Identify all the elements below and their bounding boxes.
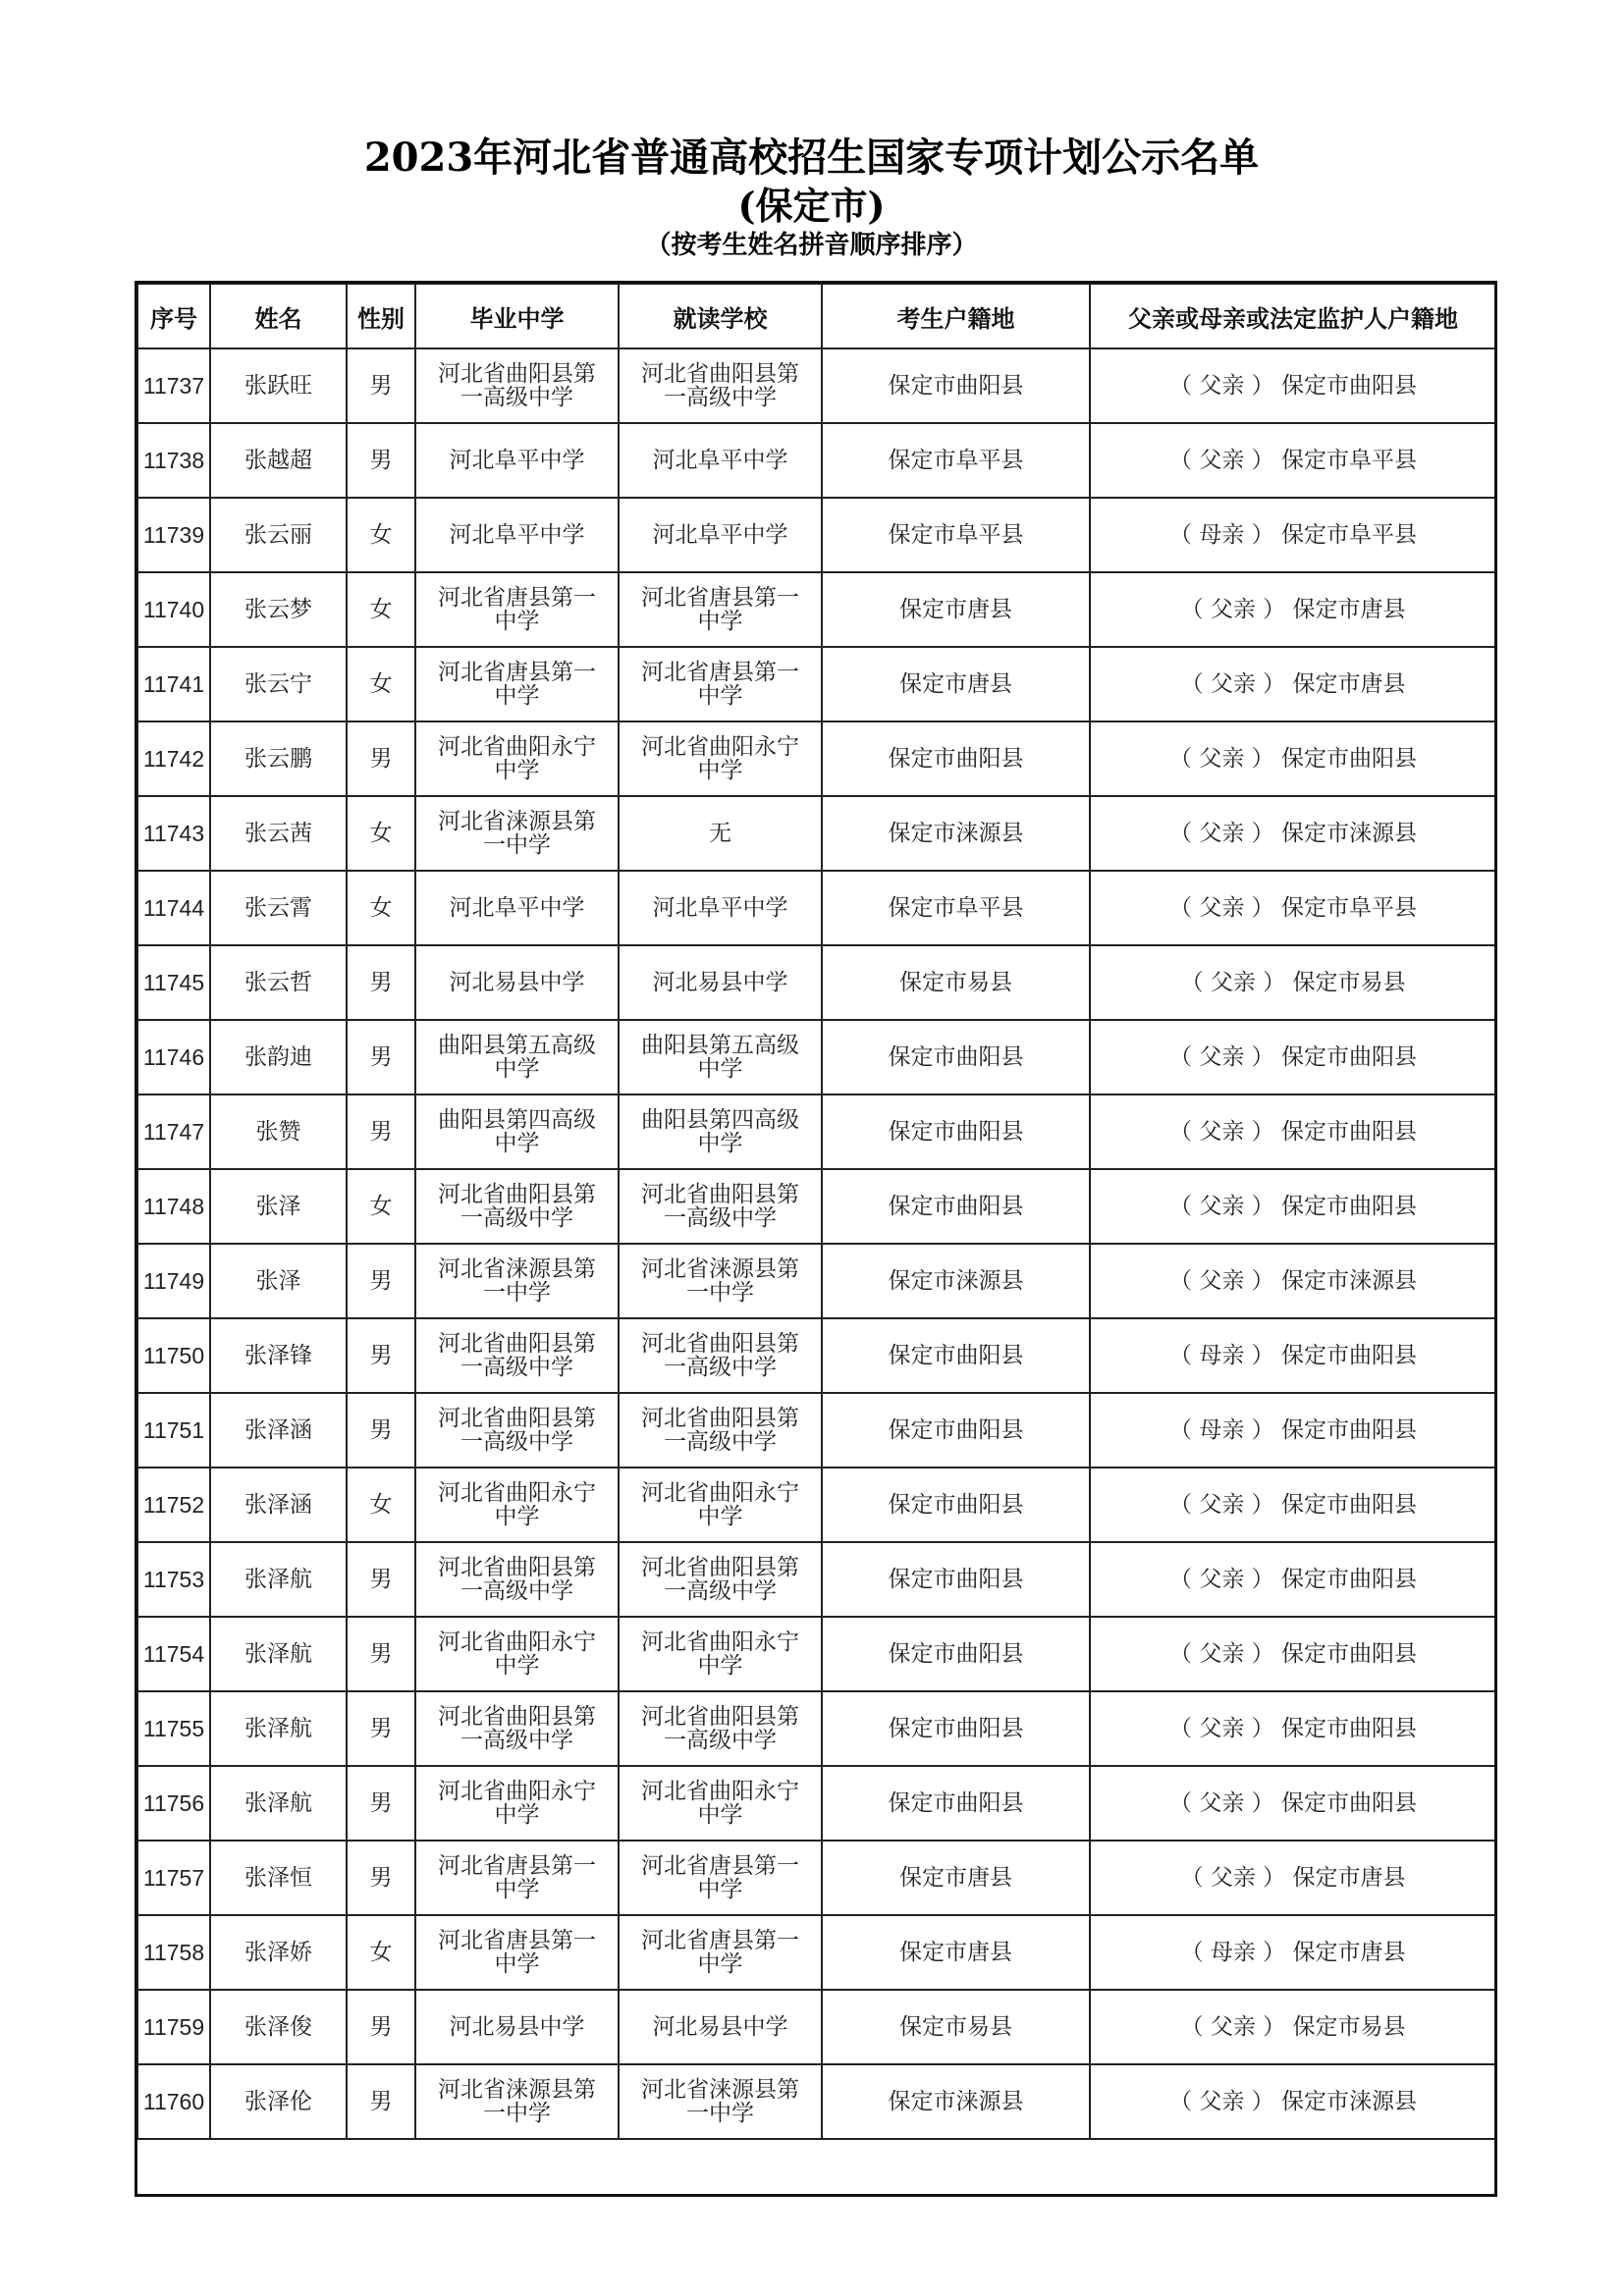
cell-grad-school-line: 中学 xyxy=(494,1131,540,1156)
table-row xyxy=(137,1095,1496,1169)
cell-grad-school-line: 河北省曲阳县第 xyxy=(438,1331,596,1357)
cell-name: 张泽航 xyxy=(210,1691,347,1766)
cell-current-school xyxy=(619,1468,822,1542)
cell-current-school-line: 河北阜平中学 xyxy=(652,448,788,473)
cell-grad-school-line: 河北阜平中学 xyxy=(449,895,585,921)
cell-current-school xyxy=(619,348,822,423)
cell-current-school-line: 河北省唐县第一 xyxy=(641,660,799,685)
col-header-current-school: 就读学校 xyxy=(619,284,822,348)
cell-current-school-line: 一高级中学 xyxy=(664,385,777,410)
cell-name: 张越超 xyxy=(210,423,347,498)
cell-grad-school xyxy=(415,348,619,423)
cell-grad-school-line: 河北易县中学 xyxy=(449,970,585,995)
cell-seq: 11757 xyxy=(137,1841,210,1915)
cell-residence: 保定市曲阳县 xyxy=(822,1691,1090,1766)
table-row xyxy=(137,1990,1496,2064)
cell-grad-school-line: 河北阜平中学 xyxy=(449,448,585,473)
cell-current-school-line: 中学 xyxy=(697,683,743,709)
cell-current-school-line: 一高级中学 xyxy=(664,1205,777,1231)
cell-guardian-residence: （ 父亲 ） 保定市曲阳县 xyxy=(1090,1020,1496,1095)
header-row xyxy=(137,284,1496,348)
cell-seq: 11744 xyxy=(137,871,210,945)
cell-gender: 男 xyxy=(347,1095,415,1169)
cell-grad-school-line: 中学 xyxy=(494,1951,540,1977)
cell-grad-school-line: 河北省曲阳永宁 xyxy=(438,1779,596,1804)
cell-gender: 男 xyxy=(347,1393,415,1468)
cell-residence: 保定市曲阳县 xyxy=(822,1020,1090,1095)
cell-seq: 11746 xyxy=(137,1020,210,1095)
cell-current-school xyxy=(619,1691,822,1766)
col-header-residence: 考生户籍地 xyxy=(822,284,1090,348)
cell-grad-school xyxy=(415,1095,619,1169)
cell-grad-school-line: 河北省涞源县第 xyxy=(438,809,596,834)
cell-grad-school-line: 一高级中学 xyxy=(460,1205,573,1231)
cell-current-school-line: 中学 xyxy=(697,1653,743,1679)
col-header-gender: 性别 xyxy=(347,284,415,348)
cell-guardian-residence: （ 父亲 ） 保定市曲阳县 xyxy=(1090,1617,1496,1691)
cell-name: 张云梦 xyxy=(210,572,347,647)
cell-gender: 女 xyxy=(347,1915,415,1990)
page-title: 2023年河北省普通高校招生国家专项计划公示名单 xyxy=(363,134,1260,181)
cell-residence: 保定市唐县 xyxy=(822,572,1090,647)
cell-name: 张泽伦 xyxy=(210,2064,347,2139)
cell-name: 张泽恒 xyxy=(210,1841,347,1915)
cell-grad-school xyxy=(415,1468,619,1542)
cell-grad-school-line: 河北易县中学 xyxy=(449,2014,585,2040)
cell-guardian-residence: （ 父亲 ） 保定市曲阳县 xyxy=(1090,1691,1496,1766)
table-body xyxy=(137,348,1496,2139)
cell-name: 张云哲 xyxy=(210,945,347,1020)
cell-name: 张云丽 xyxy=(210,498,347,572)
cell-current-school-line: 一高级中学 xyxy=(664,1355,777,1380)
cell-grad-school xyxy=(415,721,619,796)
cell-residence: 保定市唐县 xyxy=(822,647,1090,721)
cell-gender: 男 xyxy=(347,1766,415,1841)
cell-current-school xyxy=(619,945,822,1020)
cell-current-school-line: 中学 xyxy=(697,1877,743,1902)
cell-seq: 11758 xyxy=(137,1915,210,1990)
cell-current-school-line: 中学 xyxy=(697,1802,743,1828)
cell-name: 张泽航 xyxy=(210,1766,347,1841)
cell-grad-school xyxy=(415,572,619,647)
cell-current-school-line: 中学 xyxy=(697,1504,743,1529)
cell-current-school-line: 河北省唐县第一 xyxy=(641,1928,799,1953)
cell-guardian-residence: （ 父亲 ） 保定市曲阳县 xyxy=(1090,1542,1496,1617)
cell-current-school-line: 中学 xyxy=(697,1951,743,1977)
cell-grad-school-line: 河北省曲阳县第 xyxy=(438,1182,596,1207)
cell-seq: 11755 xyxy=(137,1691,210,1766)
cell-current-school xyxy=(619,1244,822,1318)
cell-current-school xyxy=(619,1841,822,1915)
table-row xyxy=(137,348,1496,423)
cell-grad-school-line: 一高级中学 xyxy=(460,1578,573,1604)
cell-current-school-line: 一高级中学 xyxy=(664,1429,777,1455)
cell-gender: 男 xyxy=(347,348,415,423)
cell-grad-school xyxy=(415,1766,619,1841)
cell-grad-school-line: 河北省曲阳县第 xyxy=(438,1406,596,1431)
table-row xyxy=(137,2064,1496,2139)
cell-current-school xyxy=(619,871,822,945)
cell-guardian-residence: （ 父亲 ） 保定市曲阳县 xyxy=(1090,1468,1496,1542)
cell-grad-school xyxy=(415,1841,619,1915)
cell-residence: 保定市曲阳县 xyxy=(822,348,1090,423)
table-row xyxy=(137,1691,1496,1766)
cell-gender: 女 xyxy=(347,498,415,572)
cell-gender: 男 xyxy=(347,2064,415,2139)
cell-grad-school-line: 河北省曲阳县第 xyxy=(438,1704,596,1730)
cell-guardian-residence: （ 父亲 ） 保定市阜平县 xyxy=(1090,423,1496,498)
cell-residence: 保定市涞源县 xyxy=(822,1244,1090,1318)
cell-current-school xyxy=(619,423,822,498)
cell-current-school xyxy=(619,1393,822,1468)
cell-grad-school-line: 河北省曲阳县第 xyxy=(438,361,596,387)
cell-grad-school-line: 一中学 xyxy=(483,832,551,858)
cell-residence: 保定市阜平县 xyxy=(822,423,1090,498)
cell-guardian-residence: （ 父亲 ） 保定市曲阳县 xyxy=(1090,348,1496,423)
cell-current-school-line: 河北省曲阳县第 xyxy=(641,361,799,387)
cell-current-school-line: 河北省曲阳县第 xyxy=(641,1704,799,1730)
table-row xyxy=(137,1393,1496,1468)
cell-grad-school xyxy=(415,2064,619,2139)
cell-seq: 11742 xyxy=(137,721,210,796)
cell-name: 张韵迪 xyxy=(210,1020,347,1095)
cell-name: 张赞 xyxy=(210,1095,347,1169)
col-header-seq: 序号 xyxy=(137,284,210,348)
cell-current-school-line: 河北省曲阳县第 xyxy=(641,1182,799,1207)
cell-grad-school-line: 河北省涞源县第 xyxy=(438,2077,596,2103)
cell-grad-school-line: 河北阜平中学 xyxy=(449,522,585,548)
table-row xyxy=(137,1542,1496,1617)
cell-seq: 11740 xyxy=(137,572,210,647)
table-row xyxy=(137,1915,1496,1990)
cell-residence: 保定市涞源县 xyxy=(822,2064,1090,2139)
cell-grad-school-line: 一高级中学 xyxy=(460,1429,573,1455)
cell-current-school xyxy=(619,1766,822,1841)
cell-current-school-line: 河北易县中学 xyxy=(652,2014,788,2040)
cell-current-school-line: 无 xyxy=(709,821,731,846)
cell-residence: 保定市易县 xyxy=(822,945,1090,1020)
cell-guardian-residence: （ 父亲 ） 保定市唐县 xyxy=(1090,572,1496,647)
cell-seq: 11759 xyxy=(137,1990,210,2064)
cell-name: 张泽 xyxy=(210,1244,347,1318)
cell-guardian-residence: （ 父亲 ） 保定市易县 xyxy=(1090,1990,1496,2064)
cell-name: 张云茜 xyxy=(210,796,347,871)
cell-residence: 保定市曲阳县 xyxy=(822,1617,1090,1691)
table-header xyxy=(137,284,1496,348)
cell-grad-school-line: 一高级中学 xyxy=(460,1355,573,1380)
cell-grad-school-line: 中学 xyxy=(494,1504,540,1529)
cell-grad-school xyxy=(415,498,619,572)
cell-current-school-line: 一中学 xyxy=(686,1280,754,1306)
cell-residence: 保定市唐县 xyxy=(822,1915,1090,1990)
cell-current-school-line: 河北省唐县第一 xyxy=(641,585,799,611)
cell-gender: 男 xyxy=(347,1841,415,1915)
table-row xyxy=(137,1318,1496,1393)
cell-seq: 11748 xyxy=(137,1169,210,1244)
cell-name: 张泽锋 xyxy=(210,1318,347,1393)
cell-gender: 男 xyxy=(347,423,415,498)
cell-seq: 11739 xyxy=(137,498,210,572)
cell-gender: 男 xyxy=(347,1617,415,1691)
table-row xyxy=(137,1841,1496,1915)
table-row xyxy=(137,1020,1496,1095)
cell-name: 张云鹏 xyxy=(210,721,347,796)
cell-grad-school-line: 河北省唐县第一 xyxy=(438,1853,596,1879)
cell-current-school-line: 一高级中学 xyxy=(664,1728,777,1753)
cell-name: 张泽航 xyxy=(210,1542,347,1617)
cell-grad-school xyxy=(415,647,619,721)
cell-grad-school xyxy=(415,1617,619,1691)
cell-grad-school xyxy=(415,1020,619,1095)
cell-current-school-line: 中学 xyxy=(697,1056,743,1082)
cell-residence: 保定市曲阳县 xyxy=(822,1169,1090,1244)
table-row xyxy=(137,945,1496,1020)
cell-grad-school xyxy=(415,1244,619,1318)
col-header-name: 姓名 xyxy=(210,284,347,348)
cell-residence: 保定市阜平县 xyxy=(822,871,1090,945)
cell-current-school-line: 河北阜平中学 xyxy=(652,522,788,548)
cell-current-school-line: 河北省涞源县第 xyxy=(641,2077,799,2103)
cell-grad-school xyxy=(415,1915,619,1990)
cell-residence: 保定市曲阳县 xyxy=(822,1095,1090,1169)
cell-grad-school-line: 中学 xyxy=(494,1802,540,1828)
cell-current-school xyxy=(619,796,822,871)
cell-grad-school xyxy=(415,1691,619,1766)
cell-residence: 保定市阜平县 xyxy=(822,498,1090,572)
table-row xyxy=(137,721,1496,796)
cell-grad-school xyxy=(415,1393,619,1468)
cell-current-school-line: 河北阜平中学 xyxy=(652,895,788,921)
cell-current-school-line: 河北省曲阳永宁 xyxy=(641,1629,799,1655)
cell-seq: 11753 xyxy=(137,1542,210,1617)
cell-seq: 11760 xyxy=(137,2064,210,2139)
cell-seq: 11749 xyxy=(137,1244,210,1318)
cell-gender: 女 xyxy=(347,796,415,871)
cell-current-school-line: 河北省曲阳永宁 xyxy=(641,734,799,760)
cell-name: 张泽涵 xyxy=(210,1393,347,1468)
col-header-guardian-residence: 父亲或母亲或法定监护人户籍地 xyxy=(1090,284,1496,348)
cell-seq: 11741 xyxy=(137,647,210,721)
cell-guardian-residence: （ 父亲 ） 保定市涞源县 xyxy=(1090,2064,1496,2139)
cell-current-school-line: 一高级中学 xyxy=(664,1578,777,1604)
cell-current-school xyxy=(619,1990,822,2064)
cell-guardian-residence: （ 母亲 ） 保定市唐县 xyxy=(1090,1915,1496,1990)
cell-grad-school xyxy=(415,1169,619,1244)
cell-guardian-residence: （ 父亲 ） 保定市唐县 xyxy=(1090,647,1496,721)
cell-grad-school xyxy=(415,945,619,1020)
cell-grad-school-line: 河北省唐县第一 xyxy=(438,660,596,685)
table-row xyxy=(137,647,1496,721)
cell-gender: 男 xyxy=(347,1990,415,2064)
cell-grad-school-line: 一高级中学 xyxy=(460,385,573,410)
cell-current-school-line: 河北省涞源县第 xyxy=(641,1256,799,1282)
cell-grad-school-line: 河北省涞源县第 xyxy=(438,1256,596,1282)
cell-gender: 女 xyxy=(347,1169,415,1244)
cell-seq: 11747 xyxy=(137,1095,210,1169)
cell-current-school-line: 中学 xyxy=(697,1131,743,1156)
cell-gender: 男 xyxy=(347,945,415,1020)
cell-grad-school xyxy=(415,423,619,498)
cell-seq: 11754 xyxy=(137,1617,210,1691)
cell-grad-school-line: 曲阳县第五高级 xyxy=(438,1033,596,1058)
cell-grad-school-line: 一中学 xyxy=(483,1280,551,1306)
cell-seq: 11738 xyxy=(137,423,210,498)
cell-grad-school xyxy=(415,871,619,945)
cell-gender: 女 xyxy=(347,871,415,945)
table-row xyxy=(137,1766,1496,1841)
cell-grad-school xyxy=(415,1318,619,1393)
cell-name: 张泽娇 xyxy=(210,1915,347,1990)
page-subtitle: (保定市) xyxy=(737,184,886,228)
cell-gender: 女 xyxy=(347,572,415,647)
table-row xyxy=(137,1468,1496,1542)
cell-grad-school-line: 河北省唐县第一 xyxy=(438,585,596,611)
cell-name: 张云宁 xyxy=(210,647,347,721)
cell-residence: 保定市曲阳县 xyxy=(822,1393,1090,1468)
cell-current-school xyxy=(619,498,822,572)
cell-guardian-residence: （ 母亲 ） 保定市曲阳县 xyxy=(1090,1393,1496,1468)
cell-residence: 保定市曲阳县 xyxy=(822,1542,1090,1617)
cell-guardian-residence: （ 父亲 ） 保定市曲阳县 xyxy=(1090,1169,1496,1244)
table-row xyxy=(137,572,1496,647)
cell-current-school-line: 河北省曲阳县第 xyxy=(641,1555,799,1580)
table-row xyxy=(137,1169,1496,1244)
cell-gender: 男 xyxy=(347,1542,415,1617)
cell-seq: 11756 xyxy=(137,1766,210,1841)
cell-grad-school-line: 河北省曲阳永宁 xyxy=(438,1480,596,1506)
cell-grad-school-line: 中学 xyxy=(494,1653,540,1679)
cell-current-school xyxy=(619,1542,822,1617)
cell-current-school xyxy=(619,1169,822,1244)
cell-residence: 保定市曲阳县 xyxy=(822,1468,1090,1542)
cell-current-school xyxy=(619,1617,822,1691)
cell-seq: 11751 xyxy=(137,1393,210,1468)
cell-grad-school-line: 中学 xyxy=(494,1877,540,1902)
cell-seq: 11745 xyxy=(137,945,210,1020)
cell-guardian-residence: （ 父亲 ） 保定市唐县 xyxy=(1090,1841,1496,1915)
table-row xyxy=(137,796,1496,871)
cell-name: 张泽航 xyxy=(210,1617,347,1691)
cell-residence: 保定市曲阳县 xyxy=(822,1766,1090,1841)
cell-guardian-residence: （ 父亲 ） 保定市易县 xyxy=(1090,945,1496,1020)
cell-guardian-residence: （ 父亲 ） 保定市曲阳县 xyxy=(1090,1766,1496,1841)
cell-grad-school-line: 一中学 xyxy=(483,2101,551,2126)
cell-residence: 保定市唐县 xyxy=(822,1841,1090,1915)
cell-grad-school xyxy=(415,1990,619,2064)
table-row xyxy=(137,423,1496,498)
cell-current-school xyxy=(619,1020,822,1095)
cell-grad-school-line: 中学 xyxy=(494,683,540,709)
cell-current-school xyxy=(619,1915,822,1990)
cell-name: 张跃旺 xyxy=(210,348,347,423)
cell-grad-school-line: 一高级中学 xyxy=(460,1728,573,1753)
cell-current-school xyxy=(619,647,822,721)
table-row xyxy=(137,871,1496,945)
cell-grad-school-line: 曲阳县第四高级 xyxy=(438,1107,596,1133)
cell-guardian-residence: （ 母亲 ） 保定市阜平县 xyxy=(1090,498,1496,572)
cell-current-school-line: 曲阳县第四高级 xyxy=(641,1107,799,1133)
cell-grad-school xyxy=(415,1542,619,1617)
table-row xyxy=(137,1244,1496,1318)
cell-grad-school-line: 河北省曲阳永宁 xyxy=(438,734,596,760)
cell-current-school-line: 河北省曲阳县第 xyxy=(641,1406,799,1431)
cell-grad-school-line: 中学 xyxy=(494,609,540,634)
cell-guardian-residence: （ 父亲 ） 保定市曲阳县 xyxy=(1090,721,1496,796)
cell-current-school xyxy=(619,721,822,796)
cell-residence: 保定市涞源县 xyxy=(822,796,1090,871)
col-header-grad-school: 毕业中学 xyxy=(415,284,619,348)
cell-current-school xyxy=(619,572,822,647)
cell-guardian-residence: （ 父亲 ） 保定市曲阳县 xyxy=(1090,1095,1496,1169)
cell-current-school-line: 中学 xyxy=(697,609,743,634)
cell-grad-school-line: 河北省曲阳县第 xyxy=(438,1555,596,1580)
cell-gender: 男 xyxy=(347,1244,415,1318)
roster-table xyxy=(136,283,1497,2140)
cell-grad-school-line: 中学 xyxy=(494,758,540,783)
cell-gender: 男 xyxy=(347,1020,415,1095)
cell-name: 张泽 xyxy=(210,1169,347,1244)
cell-guardian-residence: （ 父亲 ） 保定市阜平县 xyxy=(1090,871,1496,945)
cell-guardian-residence: （ 父亲 ） 保定市涞源县 xyxy=(1090,796,1496,871)
table-row xyxy=(137,1617,1496,1691)
cell-grad-school-line: 河北省唐县第一 xyxy=(438,1928,596,1953)
cell-grad-school xyxy=(415,796,619,871)
cell-gender: 男 xyxy=(347,1691,415,1766)
cell-guardian-residence: （ 母亲 ） 保定市曲阳县 xyxy=(1090,1318,1496,1393)
cell-current-school-line: 河北易县中学 xyxy=(652,970,788,995)
cell-name: 张泽俊 xyxy=(210,1990,347,2064)
cell-name: 张云霄 xyxy=(210,871,347,945)
cell-current-school-line: 河北省曲阳永宁 xyxy=(641,1480,799,1506)
cell-residence: 保定市易县 xyxy=(822,1990,1090,2064)
cell-current-school-line: 河北省曲阳县第 xyxy=(641,1331,799,1357)
cell-current-school-line: 河北省唐县第一 xyxy=(641,1853,799,1879)
cell-current-school-line: 河北省曲阳永宁 xyxy=(641,1779,799,1804)
cell-residence: 保定市曲阳县 xyxy=(822,1318,1090,1393)
cell-seq: 11750 xyxy=(137,1318,210,1393)
cell-seq: 11752 xyxy=(137,1468,210,1542)
cell-current-school xyxy=(619,2064,822,2139)
cell-seq: 11743 xyxy=(137,796,210,871)
cell-gender: 女 xyxy=(347,647,415,721)
sort-note: （按考生姓名拼音顺序排序） xyxy=(645,231,978,260)
cell-grad-school-line: 中学 xyxy=(494,1056,540,1082)
cell-residence: 保定市曲阳县 xyxy=(822,721,1090,796)
cell-current-school-line: 一中学 xyxy=(686,2101,754,2126)
cell-name: 张泽涵 xyxy=(210,1468,347,1542)
cell-gender: 男 xyxy=(347,721,415,796)
cell-current-school xyxy=(619,1318,822,1393)
cell-current-school-line: 中学 xyxy=(697,758,743,783)
cell-gender: 男 xyxy=(347,1318,415,1393)
cell-guardian-residence: （ 父亲 ） 保定市涞源县 xyxy=(1090,1244,1496,1318)
cell-seq: 11737 xyxy=(137,348,210,423)
cell-current-school xyxy=(619,1095,822,1169)
cell-gender: 女 xyxy=(347,1468,415,1542)
table-row xyxy=(137,498,1496,572)
cell-grad-school-line: 河北省曲阳永宁 xyxy=(438,1629,596,1655)
cell-current-school-line: 曲阳县第五高级 xyxy=(641,1033,799,1058)
